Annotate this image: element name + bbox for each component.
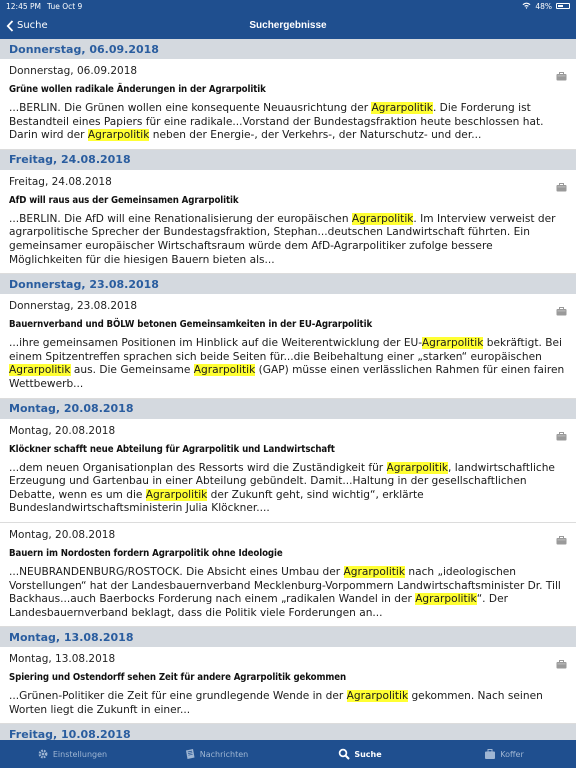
result-snippet — [9, 337, 567, 391]
snippet-text: ...BERLIN. Die Grünen wollen eine konsequente Neuausrichtung der — [9, 102, 372, 114]
search-term-highlight: Agrarpolitik — [145, 488, 208, 501]
search-term-highlight: Agrarpolitik — [386, 461, 449, 474]
search-icon — [338, 748, 350, 760]
result-snippet — [9, 213, 567, 267]
search-result-item[interactable] — [0, 419, 576, 523]
tab-label: Nachrichten — [199, 749, 249, 759]
search-term-highlight: Agrarpolitik — [87, 129, 150, 142]
search-term-highlight: Agrarpolitik — [9, 364, 71, 377]
result-snippet — [9, 102, 567, 143]
date-section-header: Montag, 20.08.2018 — [0, 399, 576, 419]
result-date: Montag, 20.08.2018 — [9, 528, 116, 541]
status-date: Tue Oct 9 — [47, 1, 83, 11]
result-title: Grüne wollen radikale Änderungen in der Agrarpolitik — [9, 84, 266, 95]
briefcase-icon[interactable] — [556, 426, 567, 435]
result-date: Montag, 20.08.2018 — [9, 424, 116, 437]
chevron-left-icon — [6, 20, 14, 32]
date-section-header: Freitag, 10.08.2018 — [0, 724, 576, 740]
search-result-item[interactable] — [0, 59, 576, 150]
tab-nachrichten[interactable] — [144, 740, 288, 768]
snippet-text: der Zukunft geht, sind wichtig“, erklärte Bundeslandwirtschaftsministerin Julia Klöckner.... — [9, 488, 424, 515]
result-title: Bauernverband und BÖLW betonen Gemeinsamkeiten in der EU-Agrarpolitik — [9, 319, 373, 331]
snippet-text: aus. Die Gemeinsame — [70, 364, 194, 377]
search-result-item[interactable] — [0, 523, 576, 627]
snippet-text: . Im Interview verweist der agrarpolitische Sprecher der Bundestagsfraktion, Stephan...deutschen Landwirtschaft führten. Ein gemeinsamer europäischer Wirtschaftsraum würde dem AfD-Agrarpolitiker zufolge bessere Möglichkeiten für die hiesigen Bauern bieten als... — [9, 212, 556, 266]
date-section-header: Donnerstag, 06.09.2018 — [0, 39, 576, 59]
snippet-text: bekräftigt. Bei einem Spitzentreffen sprachen sich beide Seiten für...die Beibehaltung einer „starken“ europäischen — [9, 337, 562, 363]
briefcase-icon[interactable] — [556, 301, 567, 310]
date-section-header: Montag, 13.08.2018 — [0, 627, 576, 647]
result-date: Donnerstag, 06.09.2018 — [9, 65, 138, 77]
result-date: Freitag, 24.08.2018 — [9, 175, 112, 188]
result-title: Klöckner schafft neue Abteilung für Agrarpolitik und Landwirtschaft — [9, 443, 335, 455]
briefcase-icon — [484, 748, 496, 760]
search-result-item[interactable] — [0, 294, 576, 398]
date-section-header: Freitag, 24.08.2018 — [0, 150, 576, 170]
snippet-text: “. Der Landesbauernverband beklagt, dass die Politik viele Forderungen an... — [9, 593, 508, 619]
briefcase-icon[interactable] — [556, 66, 567, 75]
snippet-text: ...ihre gemeinsamen Positionen im Hinblick auf die Weiterentwicklung der EU- — [9, 337, 422, 350]
result-snippet — [9, 566, 567, 620]
newspaper-icon — [184, 748, 196, 760]
status-bar — [0, 0, 576, 12]
back-button-label: Suche — [17, 20, 48, 31]
snippet-text: ...BERLIN. Die AfD will eine Renationalisierung der europäischen — [9, 212, 352, 225]
search-term-highlight: Agrarpolitik — [415, 593, 477, 606]
tab-label: Suche — [354, 749, 382, 759]
briefcase-icon[interactable] — [556, 177, 567, 186]
snippet-text: nach „ideologischen Vorstellungen“ hat der Landesbauernverband Mecklenburg-Vorpommern Landwirtschaftsminister Dr. Till Backhaus...auch Baerbocks Forderung nach einem „radikalen Wandel in der — [9, 565, 561, 606]
search-result-item[interactable] — [0, 647, 576, 724]
search-results-list[interactable] — [0, 39, 576, 740]
tab-einstellungen[interactable] — [0, 740, 144, 768]
search-term-highlight: Agrarpolitik — [193, 364, 256, 377]
briefcase-icon[interactable] — [556, 654, 567, 663]
tab-bar — [0, 740, 576, 768]
status-time: 12:45 PM — [6, 1, 41, 11]
tab-suche[interactable] — [288, 740, 432, 768]
search-result-item[interactable] — [0, 170, 576, 274]
snippet-text: ...dem neuen Organisationplan des Ressorts wird die Zuständigkeit für — [9, 461, 387, 474]
page-title: Suchergebnisse — [249, 20, 327, 31]
snippet-text: . Die Forderung ist Bestandteil eines Papiers für eine radikale...Vorstand der Bundestagsfraktion heute beschlossen hat. Darin wird der — [9, 102, 544, 142]
navigation-bar — [0, 12, 576, 39]
tab-label: Koffer — [500, 749, 524, 759]
snippet-text: (GAP) müsse einen verlässlichen Rahmen für einen fairen Wettbewerb... — [9, 364, 565, 390]
back-button[interactable] — [6, 12, 48, 39]
date-section-header: Donnerstag, 23.08.2018 — [0, 274, 576, 294]
result-date: Montag, 13.08.2018 — [9, 653, 116, 666]
result-date: Donnerstag, 23.08.2018 — [9, 300, 138, 313]
snippet-text: ...NEUBRANDENBURG/ROSTOCK. Die Absicht eines Umbau der — [9, 565, 344, 578]
battery-percent: 48% — [535, 1, 552, 11]
result-title: AfD will raus aus der Gemeinsamen Agrarpolitik — [9, 194, 239, 206]
snippet-text: gekommen. Nach seinen Worten liegt die Zukunft in einer... — [9, 690, 543, 716]
search-term-highlight: Agrarpolitik — [421, 337, 484, 350]
result-title: Bauern im Nordosten fordern Agrarpolitik ohne Ideologie — [9, 547, 283, 559]
gear-icon — [37, 748, 49, 760]
battery-icon — [556, 3, 570, 9]
result-title: Spiering und Ostendorff sehen Zeit für andere Agrarpolitik gekommen — [9, 672, 347, 684]
search-term-highlight: Agrarpolitik — [351, 212, 414, 225]
tab-label: Einstellungen — [52, 749, 108, 759]
search-term-highlight: Agrarpolitik — [343, 565, 405, 578]
briefcase-icon[interactable] — [556, 530, 567, 539]
snippet-text: ...Grünen-Politiker die Zeit für eine grundlegende Wende in der — [9, 690, 347, 703]
search-term-highlight: Agrarpolitik — [346, 690, 409, 703]
result-snippet — [9, 462, 567, 516]
wifi-icon — [522, 2, 531, 11]
result-snippet — [9, 690, 567, 717]
snippet-text: , landwirtschaftliche Erzeugung und Gartenbau in einer Abteilung gebündelt. Damit...Haltung in der gesellschaftlichen Debatte, wenn es um die — [9, 461, 555, 501]
tab-koffer[interactable] — [432, 740, 576, 768]
search-term-highlight: Agrarpolitik — [371, 102, 433, 114]
snippet-text: neben der Energie-, der Verkehrs-, der Naturschutz- und der... — [149, 129, 482, 142]
